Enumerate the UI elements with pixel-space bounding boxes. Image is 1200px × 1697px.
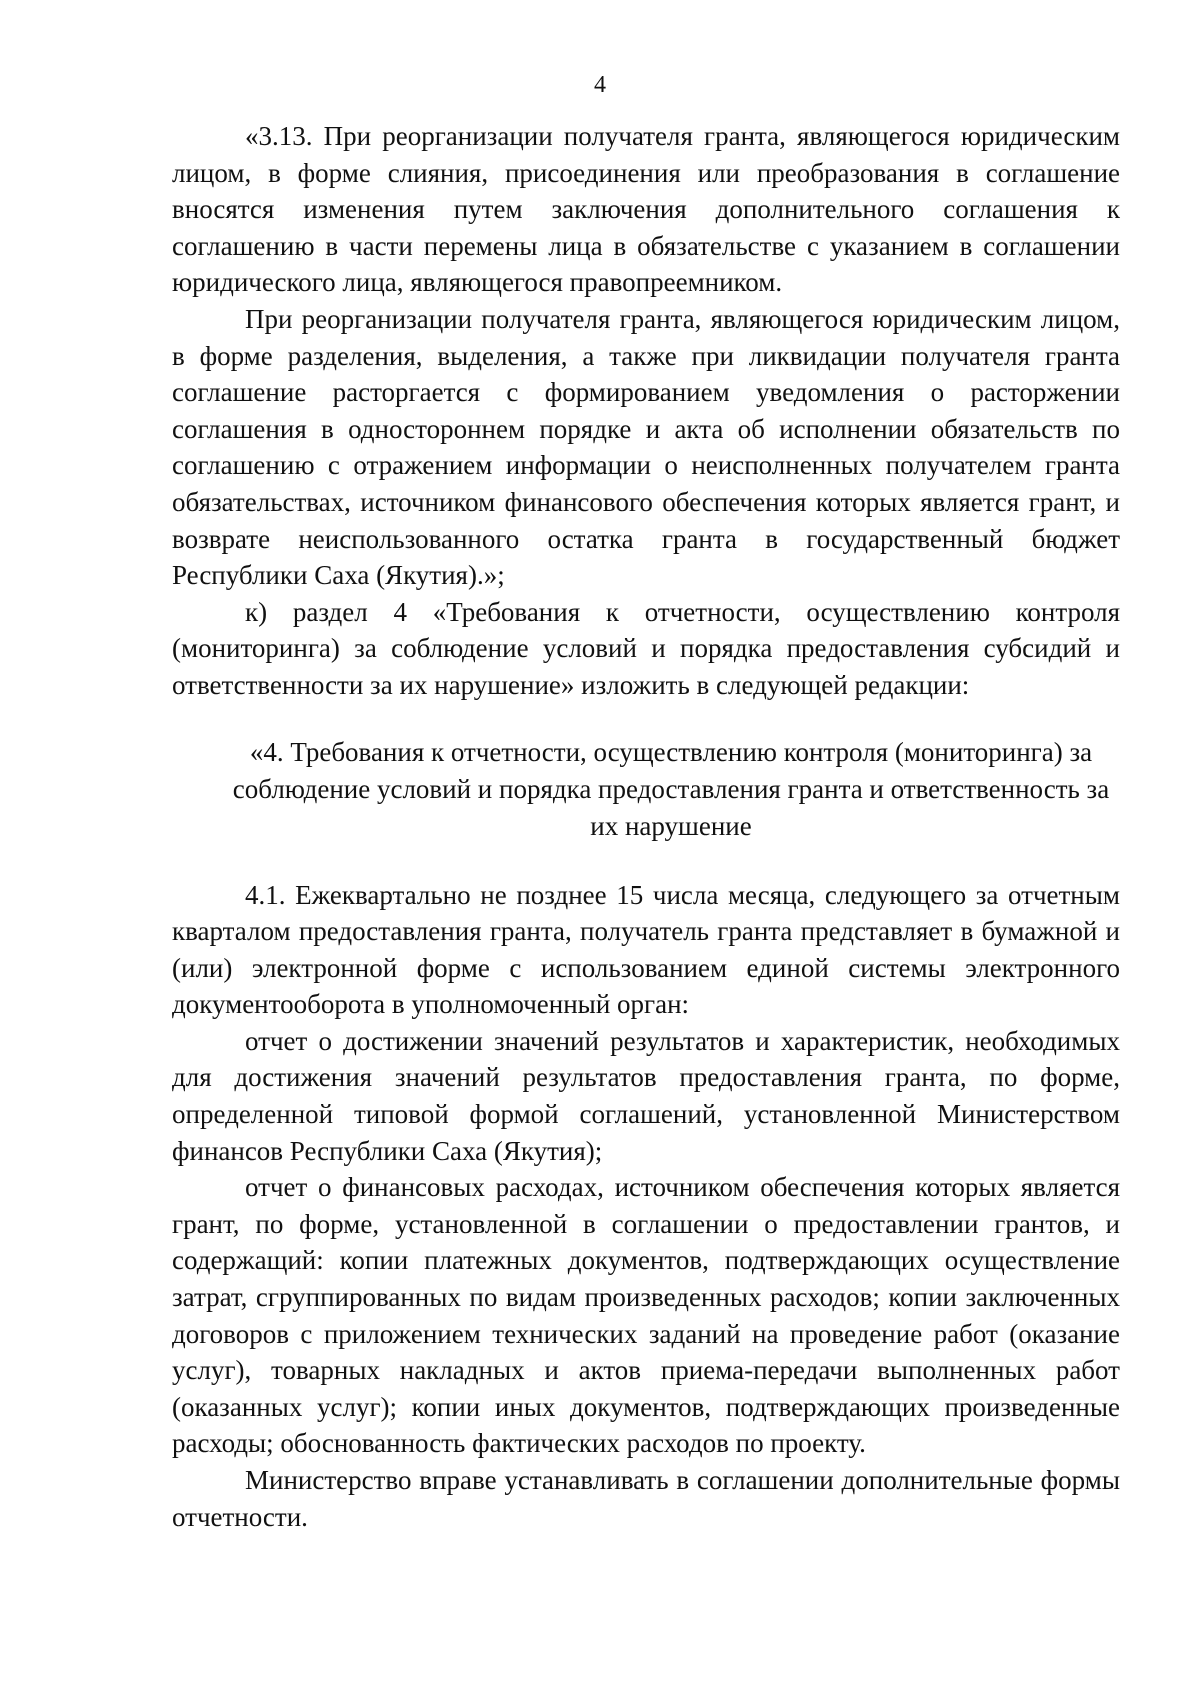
document-body xyxy=(172,118,1120,1535)
paragraph-additional-forms: Министерство вправе устанавливать в соглашении дополнительные формы отчетности. xyxy=(172,1465,1120,1532)
paragraph-section-4-amendment: к) раздел 4 «Требования к отчетности, осуществлению контроля (мониторинга) за соблюдение условий и порядка предоставления субсидий и ответственности за их нарушение» изложить в следующей редакции: xyxy=(172,596,1120,700)
paragraph-3-13: «3.13. При реорганизации получателя гранта, являющегося юридическим лицом, в форме слияния, присоединения или преобразования в соглашение вносятся изменения путем заключения дополнительного соглашения к соглашению в части перемены лица в обязательстве с указанием в соглашении юридического лица, являющегося правопреемником. xyxy=(172,121,1120,298)
paragraph-financial-report: отчет о финансовых расходах, источником обеспечения которых является грант, по форме, установленной в соглашении о предоставлении грантов, и содержащий: копии платежных документов, подтверждающих осуществление затрат, сгруппированных по видам произведенных расходов; копии заключенных договоров с приложением технических заданий на проведение работ (оказание услуг), товарных накладных и актов приема-передачи выполненных работ (оказанных услуг); копии иных документов, подтверждающих произведенные расходы; обоснованность фактических расходов по проекту. xyxy=(172,1172,1120,1459)
section-4-heading: «4. Требования к отчетности, осуществлению контроля (мониторинга) за соблюдение условий и порядка предоставления гранта и ответственность за их нарушение xyxy=(232,736,1110,841)
spacer xyxy=(172,704,1120,734)
paragraph-results-report: отчет о достижении значений результатов и характеристик, необходимых для достижения значений результатов предоставления гранта, по форме, определенной типовой формой соглашений, установленной Министерством финансов Республики Саха (Якутия); xyxy=(172,1025,1120,1166)
paragraph-4-1: 4.1. Ежеквартально не позднее 15 числа месяца, следующего за отчетным кварталом предоставления гранта, получатель гранта представляет в бумажной и (или) электронной форме с использованием единой системы электронного документооборота в уполномоченный орган: xyxy=(172,879,1120,1020)
spacer xyxy=(172,845,1120,877)
paragraph-reorganization-division: При реорганизации получателя гранта, являющегося юридическим лицом, в форме разделения, выделения, а также при ликвидации получателя гранта соглашение расторгается с формированием уведомления о расторжении соглашения в одностороннем порядке и акта об исполнении обязательств по соглашению с отражением информации о неисполненных получателем гранта обязательствах, источником финансового обеспечения которых является грант, и возврате неиспользованного остатка гранта в государственный бюджет Республики Саха (Якутия).»; xyxy=(172,303,1120,591)
page-number: 4 xyxy=(594,72,606,98)
